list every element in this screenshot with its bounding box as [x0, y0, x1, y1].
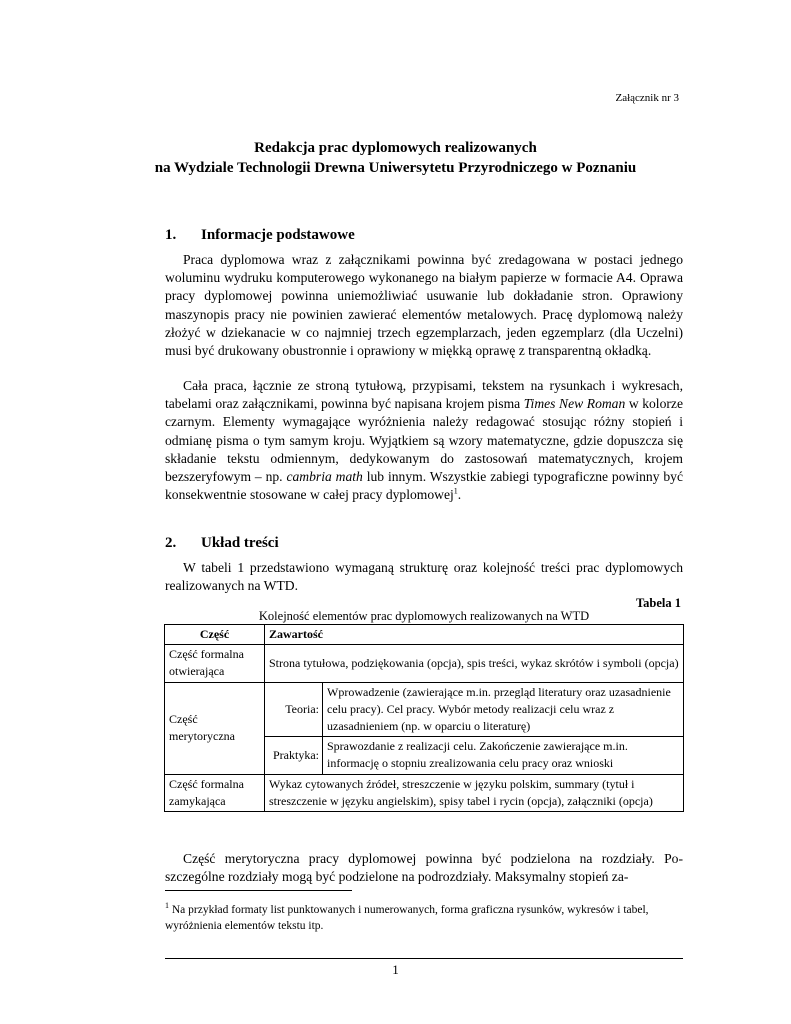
title-line-2: na Wydziale Technologii Drewna Uniwersytetu Przyrodniczego w Poznaniu: [154, 160, 637, 176]
structure-table: [164, 624, 684, 812]
section-2-number: 2.: [165, 535, 177, 551]
page-footer-divider: [165, 958, 683, 959]
row-part-substantive: Część merytoryczna: [165, 682, 265, 774]
table-label: Tabela 1: [635, 596, 681, 610]
annex-label: Załącznik nr 3: [615, 92, 679, 104]
row-part-opening: Część formalna otwierająca: [165, 645, 265, 682]
table-row: [165, 774, 684, 811]
footnote-marker: 1: [165, 901, 169, 911]
table-header-row: [165, 625, 684, 645]
row-content-closing: Wykaz cytowanych źródeł, streszczenie w języku polskim, summary (tytuł i streszczenie w języku angielskim), spisy tabel i rycin (opcja), załączniki (opcja): [265, 774, 684, 811]
section-2-paragraph-1: W tabeli 1 przedstawiono wymaganą strukturę oraz kolejność treści prac dyplomowych realizowanych na WTD.: [165, 560, 683, 594]
header-content: Zawartość: [265, 625, 684, 645]
theory-content: Wprowadzenie (zawierające m.in. przegląd literatury oraz uzasadnienie celu pracy). Cel pracy. Wybór metody realizacji celu wraz z uzasadnieniem (np. w oparciu o literaturę): [323, 682, 684, 737]
footnote-text: Na przykład formaty list punktowanych i numerowanych, forma graficzna rysunków, wykresów i tabel, wyróżnienia elementów tekstu itp.: [165, 904, 649, 932]
row-content-opening: Strona tytułowa, podziękowania (opcja), spis treści, wykaz skrótów i symboli (opcja): [265, 645, 684, 682]
header-part: Część: [165, 625, 265, 645]
section-2-paragraph-2: Część merytoryczna pracy dyplomowej powinna być podzielona na rozdziały. Poszczególne rozdziały mogą być podzielone na podrozdziały. Maksymalny stopień za-: [165, 851, 683, 885]
footnote-reference[interactable]: 1: [453, 486, 458, 496]
table-caption: Kolejność elementów prac dyplomowych realizowanych na WTD: [258, 609, 590, 623]
table-row: [165, 645, 684, 682]
section-2-title: Układ treści: [201, 535, 279, 551]
section-1-paragraph-2: Cała praca, łącznie ze stroną tytułową, przypisami, tekstem na rysunkach i wykresach, tabelami oraz załącznikami, powinna być napisana krojem pisma Times New Roman w kolorze czarnym. Elementy wymagające wyróżnienia należy redagować stosując różny stopień i odmianę pisma o tym samym kroju. Wyjątkiem są wzory matematyczne, gdzie dopuszcza się składanie tekstu odmiennym, dedykowanym do zastosowań matematycznych, krojem bezszeryfowym – np. cambria math lub innym. Wszystkie zabiegi typograficzne powinny być konsekwentnie stosowane w całej pracy dyplomowej$^1$.: [165, 378, 684, 503]
table-row: [165, 682, 684, 737]
font-name-times: Times New Roman: [523, 396, 626, 412]
section-1-heading: [165, 227, 355, 244]
section-1-title: Informacje podstawowe: [201, 227, 355, 243]
section-1-number: 1.: [165, 227, 177, 243]
practice-content: Sprawozdanie z realizacji celu. Zakończenie zawierające m.in. informację o stopniu zrealizowania celu pracy oraz wnioski: [323, 737, 684, 774]
section-1-paragraph-1: Praca dyplomowa wraz z załącznikami powinna być zredagowana w postaci jednego woluminu wydruku komputerowego wykonanego na białym papierze w formacie A4. Oprawa pracy dyplomowej powinna uniemożliwiać usuwanie lub dokładanie stron. Oprawiony maszynopis pracy nie powinien zawierać elementów metalowych. Pracę dyplomową należy złożyć w dziekanacie w co najmniej trzech egzemplarzach, jeden egzemplarz (dla Uczelni) musi być drukowany obustronnie i oprawiony w miękką oprawę z transparentną okładką.: [165, 252, 683, 359]
footnote: [165, 902, 685, 934]
section-2-heading: [165, 535, 279, 552]
row-part-closing: Część formalna zamykająca: [165, 774, 265, 811]
title-line-1: Redakcja prac dyplomowych realizowanych: [254, 140, 537, 156]
page-number: 1: [392, 962, 399, 977]
font-name-cambria: cambria math: [286, 469, 363, 485]
document-title: [0, 138, 791, 178]
footnote-divider: [165, 890, 352, 891]
practice-label: Praktyka:: [265, 737, 323, 774]
theory-label: Teoria:: [265, 682, 323, 737]
